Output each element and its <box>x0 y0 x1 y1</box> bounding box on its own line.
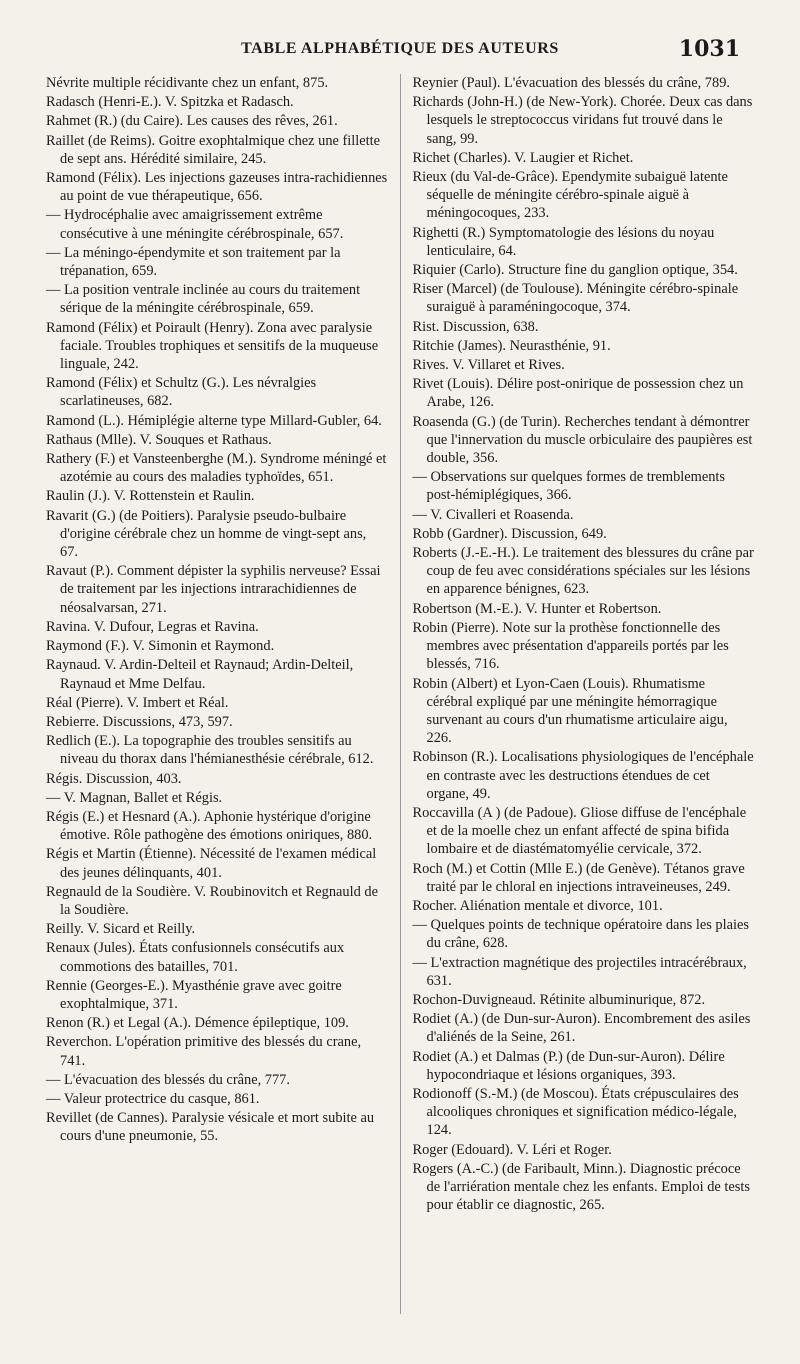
index-entry: Reverchon. L'opération primitive des blessés du crane, 741. <box>46 1034 362 1069</box>
index-entry: Réal (Pierre). V. Imbert et Réal. <box>46 694 229 711</box>
index-entry: — L'extraction magnétique des projectiles intracérébraux, 631. <box>412 954 747 989</box>
index-entry: Raillet (de Reims). Goitre exophtalmique chez une fillette de sept ans. Hérédité similaire, 245. <box>46 132 381 167</box>
index-entry: Rist. Discussion, 638. <box>412 318 539 335</box>
index-entry: Radasch (Henri-E.). V. Spitzka et Radasch. <box>46 94 294 111</box>
index-entry: — Valeur protectrice du casque, 861. <box>46 1090 260 1107</box>
index-entry: Reynier (Paul). L'évacuation des blessés du crâne, 789. <box>412 75 730 91</box>
index-entry: Régis et Martin (Étienne). Nécessité de l'examen médical des jeunes délinquants, 401. <box>46 846 377 881</box>
index-entry: Régis (E.) et Hesnard (A.). Aphonie hystérique d'origine émotive. Rôle pathogène des émotions oniriques, 880. <box>46 808 373 844</box>
index-entry: Ramond (Félix). Les injections gazeuses intra-rachidiennes au point de vue thérapeutique, 656. <box>46 170 388 205</box>
index-entry: Robin (Albert) et Lyon-Caen (Louis). Rhumatisme cérébral expliqué par une méningite hémorragique survenant au cours d'un rhumatisme articulaire aigu, 226. <box>412 675 728 747</box>
index-entry: Rathaus (Mlle). V. Souques et Rathaus. <box>46 431 272 448</box>
index-entry: Rocher. Aliénation mentale et divorce, 101. <box>412 897 663 914</box>
index-entry: — Hydrocéphalie avec amaigrissement extrême consécutive à une méningite cérébrospinale, 657. <box>46 207 344 242</box>
index-entry: Rodiet (A.) et Dalmas (P.) (de Dun-sur-Auron). Délire hypocondriaque et lésions organiques, 393. <box>412 1048 725 1083</box>
index-entry: Rives. V. Villaret et Rives. <box>412 357 565 374</box>
index-entry: Raynaud. V. Ardin-Delteil et Raynaud; Ardin-Delteil, Raynaud et Mme Delfau. <box>46 657 354 692</box>
index-entry: Raulin (J.). V. Rottenstein et Raulin. <box>46 488 255 505</box>
index-entry: Roasenda (G.) (de Turin). Recherches tendant à démontrer que l'innervation du muscle orbiculaire des paupières est double, 356. <box>412 413 753 467</box>
index-entry: — V. Civalleri et Roasenda. <box>412 506 574 523</box>
left-column <box>46 74 388 1314</box>
index-entry: Ravarit (G.) (de Poitiers). Paralysie pseudo-bulbaire d'origine cérébrale chez un homme de vingt-sept ans, 67. <box>46 507 367 561</box>
index-entry: Régis. Discussion, 403. <box>46 770 182 787</box>
index-entry: Renaux (Jules). États confusionnels consécutifs aux commotions des batailles, 701. <box>46 940 345 975</box>
index-entry: Ritchie (James). Neurasthénie, 91. <box>412 337 611 354</box>
index-entry: Rodionoff (S.-M.) (de Moscou). États crépusculaires des alcooliques chroniques et signification médico-légale, 124. <box>412 1085 739 1139</box>
index-entry: Roberts (J.-E.-H.). Le traitement des blessures du crâne par coup de feu avec considérations spéciales sur les lésions en apparence bénignes, 623. <box>412 545 754 598</box>
index-entry: Roccavilla (A ) (de Padoue). Gliose diffuse de l'encéphale et de la moelle chez un enfant affecté de spina bifida lombaire et de diastématomyélie cervicale, 372. <box>412 804 747 858</box>
index-entry: — L'évacuation des blessés du crâne, 777. <box>46 1071 290 1088</box>
index-entry: Roch (M.) et Cottin (Mlle E.) (de Genève). Tétanos grave traité par le chloral en injections intraveineuses, 249. <box>412 860 745 895</box>
index-entry: Riser (Marcel) (de Toulouse). Méningite cérébro-spinale suraiguë à paraméningocoque, 374. <box>412 281 739 316</box>
index-entry: Roger (Edouard). V. Léri et Roger. <box>412 1141 612 1158</box>
index-entry: Revillet (de Cannes). Paralysie vésicale et mort subite au cours d'une pneumonie, 55. <box>46 1110 375 1145</box>
index-entry: Ramond (Félix) et Poirault (Henry). Zona avec paralysie faciale. Troubles trophiques et sensitifs de la muqueuse linguale, 242. <box>46 319 379 373</box>
index-entry: Rivet (Louis). Délire post-onirique de possession chez un Arabe, 126. <box>412 376 744 411</box>
index-entry: Rodiet (A.) (de Dun-sur-Auron). Encombrement des asiles d'aliénés de la Seine, 261. <box>412 1011 751 1046</box>
index-columns <box>46 74 754 1314</box>
index-entry: Righetti (R.) Symptomatologie des lésions du noyau lenticulaire, 64. <box>412 224 715 259</box>
index-entry: Renon (R.) et Legal (A.). Démence épileptique, 109. <box>46 1015 349 1032</box>
right-column <box>400 74 755 1314</box>
index-entry: — Quelques points de technique opératoire dans les plaies du crâne, 628. <box>412 917 749 952</box>
index-entry: Riquier (Carlo). Structure fine du ganglion optique, 354. <box>412 262 738 279</box>
index-entry: Rahmet (R.) (du Caire). Les causes des rêves, 261. <box>46 113 338 130</box>
index-entry: Reilly. V. Sicard et Reilly. <box>46 921 196 938</box>
index-entry: Regnauld de la Soudière. V. Roubinovitch et Regnauld de la Soudière. <box>46 883 378 918</box>
index-entry: — V. Magnan, Ballet et Régis. <box>46 789 223 806</box>
page-title: TABLE ALPHABÉTIQUE DES AUTEURS <box>241 40 559 57</box>
page-number: 1031 <box>678 36 740 62</box>
index-entry: Robin (Pierre). Note sur la prothèse fonctionnelle des membres avec présentation d'appareils portés par les blessés, 716. <box>412 619 729 673</box>
index-entry: Ravaut (P.). Comment dépister la syphilis nerveuse? Essai de traitement par les injections intrarachidiennes de néosalvarsan, 271. <box>46 563 381 616</box>
index-entry: Robb (Gardner). Discussion, 649. <box>412 525 607 542</box>
index-entry: Ramond (Félix) et Schultz (G.). Les névralgies scarlatineuses, 682. <box>46 375 317 410</box>
index-entry: — La position ventrale inclinée au cours du traitement sérique de la méningite cérébrospinale, 659. <box>46 282 361 317</box>
index-entry: Rebierre. Discussions, 473, 597. <box>46 713 233 730</box>
index-entry: Richards (John-H.) (de New-York). Chorée. Deux cas dans lesquels le streptococcus viridans fut trouvé dans le sang, 99. <box>412 94 753 147</box>
index-entry: Richet (Charles). V. Laugier et Richet. <box>412 149 634 166</box>
index-entry: Rennie (Georges-E.). Myasthénie grave avec goitre exophtalmique, 371. <box>46 977 342 1012</box>
index-entry: Ravina. V. Dufour, Legras et Ravina. <box>46 618 259 635</box>
index-entry: Rogers (A.-C.) (de Faribault, Minn.). Diagnostic précoce de l'arriération mentale chez les enfants. Emploi de tests pour établir ce diagnostic, 265. <box>412 1160 750 1214</box>
index-entry: Redlich (E.). La topographie des troubles sensitifs au niveau du thorax dans l'hémianesthésie cérébrale, 612. <box>46 733 374 768</box>
index-entry: — La méningo-épendymite et son traitement par la trépanation, 659. <box>46 244 341 280</box>
index-entry: Raymond (F.). V. Simonin et Raymond. <box>46 638 275 655</box>
index-entry: Rathery (F.) et Vansteenberghe (M.). Syndrome méningé et azotémie au cours des maladies typhoïdes, 651. <box>46 451 387 486</box>
index-entry: — Observations sur quelques formes de tremblements post-hémiplégiques, 366. <box>412 469 726 504</box>
index-entry: Robertson (M.-E.). V. Hunter et Robertson. <box>412 600 662 617</box>
page-header <box>0 36 800 76</box>
index-entry: Névrite multiple récidivante chez un enfant, 875. <box>46 75 329 91</box>
index-entry: Rochon-Duvigneaud. Rétinite albuminurique, 872. <box>412 991 706 1008</box>
index-entry: Ramond (L.). Hémiplégie alterne type Millard-Gubler, 64. <box>46 412 382 429</box>
index-entry: Rieux (du Val-de-Grâce). Ependymite subaiguë latente séquelle de méningite cérébro-spinale aiguë à méningocoques, 233. <box>412 169 728 222</box>
index-entry: Robinson (R.). Localisations physiologiques de l'encéphale en contraste avec les destructions étendues de cet organe, 49. <box>412 749 754 802</box>
